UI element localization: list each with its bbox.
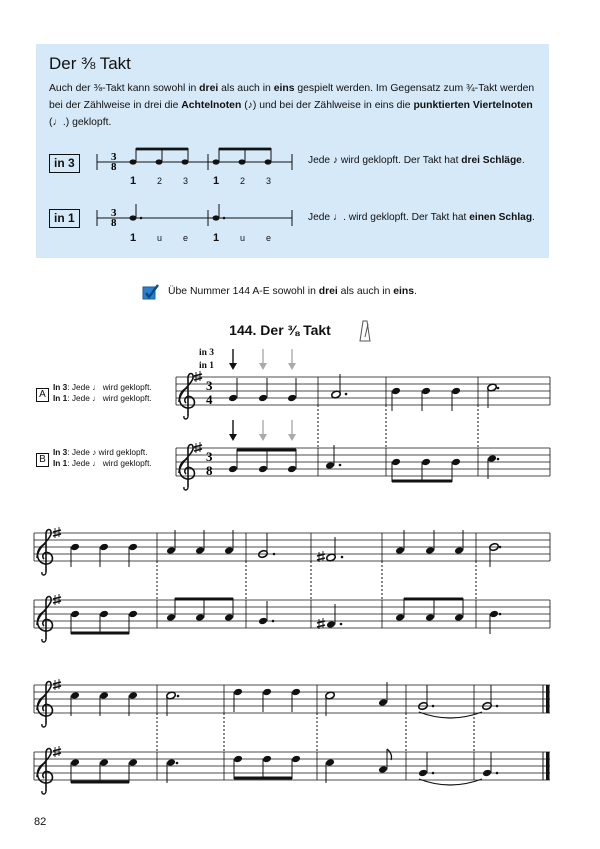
svg-text:8: 8 <box>111 217 117 229</box>
row-label-in1: in 1 <box>49 209 80 228</box>
count: 1 <box>213 175 220 187</box>
staff-system3-top <box>34 679 550 727</box>
svg-text:3: 3 <box>111 207 117 219</box>
count: e <box>266 233 272 243</box>
count: 2 <box>157 176 163 186</box>
count: 1 <box>130 175 137 187</box>
row-desc-in1: Jede ♩. wird geklopft. Der Takt hat einen Schlag. <box>308 212 535 223</box>
count: 3 <box>183 176 189 186</box>
exercise-letter-b: B <box>36 453 49 467</box>
count: 1 <box>213 232 220 244</box>
staff-system2-top <box>34 527 550 575</box>
exercise-a-instructions: In 3: Jede ♩ wird geklopft. In 1: Jede ♩ wird geklopft. <box>53 382 152 403</box>
svg-text:4: 4 <box>206 392 213 407</box>
staff-system3-bottom <box>34 746 550 794</box>
staff-a <box>176 371 550 419</box>
staff-b <box>176 442 550 490</box>
info-paragraph: Auch der ⅜-Takt kann sowohl in drei als auch in eins gespielt werden. Im Gegensatz zum ¾-Takt werden bei der Zählweise in drei die Achtelnoten (♪) und bei der Zählweise in eins die punktierten Viertelnoten (♩.) geklopft. <box>49 83 535 128</box>
label-in1: in 1 <box>199 361 215 371</box>
svg-text:3: 3 <box>206 449 213 464</box>
count: 2 <box>240 176 246 186</box>
row-desc-in3: Jede ♪ wird geklopft. Der Takt hat drei Schläge. <box>308 155 525 166</box>
exercise-title: 144. Der ⅜ Takt <box>229 322 331 338</box>
page-number: 82 <box>34 816 47 828</box>
beat-arrows-a <box>229 349 296 370</box>
exercise-b-instructions: In 3: Jede ♪ wird geklopft. In 1: Jede ♩ wird geklopft. <box>53 447 152 468</box>
rhythm-line-in1 <box>97 204 292 229</box>
exercise-letter-a: A <box>36 388 49 402</box>
count: e <box>183 233 189 243</box>
beat-arrows-b <box>229 420 296 441</box>
info-title: Der ⅜ Takt <box>49 54 131 73</box>
svg-text:8: 8 <box>111 161 117 173</box>
count: 3 <box>266 176 272 186</box>
count: 1 <box>130 232 137 244</box>
label-in3: in 3 <box>199 348 215 358</box>
count: u <box>240 233 246 243</box>
count: u <box>157 233 163 243</box>
staff-system2-bottom <box>34 594 550 642</box>
row-label-in3: in 3 <box>49 154 80 173</box>
instruction-text: Übe Nummer 144 A-E sowohl in drei als auch in eins. <box>168 286 417 297</box>
svg-text:8: 8 <box>206 463 213 478</box>
rhythm-line-in3 <box>97 148 292 173</box>
svg-text:3: 3 <box>111 151 117 163</box>
svg-text:3: 3 <box>206 378 213 393</box>
